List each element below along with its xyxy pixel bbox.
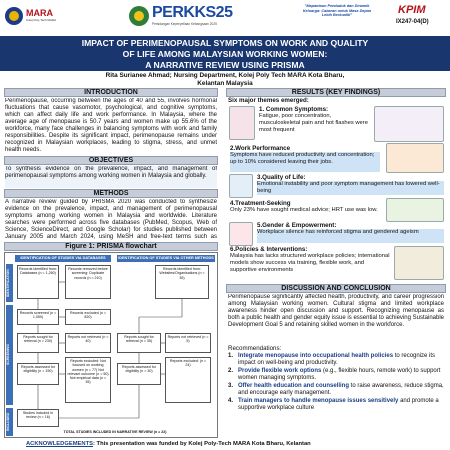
discussion-body: Perimenopause significantly affected health, productivity, and career progression among Malaysian working women. Cultural stigma and limited workplace awareness hinder open discussion and support. Recognizing menopause as both a public health and gender equity issue is essential to achieving Sustainable Development Goal 5 and retaining skilled women in the workforce. [228, 294, 444, 328]
poster-header [0, 0, 450, 36]
recommendation-rest: to recognize its impact on well-being and productivity. [238, 353, 436, 366]
quality-of-life-illustration [229, 174, 253, 198]
conference-tagline: "Mapantaun Penduduk dan Dinamik Keluarga: Cabaran untuk Masa Depan Lebih Berkualiti" [302, 4, 372, 18]
prisma-box-removed-duplicates: Records removed before screening: Duplicate records (n = 210) [65, 265, 111, 299]
results-heading: RESULTS (KEY FINDINGS) [226, 88, 446, 97]
poster-title-line-1: IMPACT OF PERIMENOPAUSAL SYMPTOMS ON WORK AND QUALITY [81, 38, 369, 48]
title-banner [0, 36, 450, 71]
prisma-box-total: TOTAL STUDIES INCLUDED IN NARRATIVE REVIEW (n = 22) [63, 430, 167, 434]
theme-3-title: 3.Quality of Life: [257, 174, 306, 181]
recommendation-text [238, 368, 444, 382]
recommendation-item [228, 383, 444, 397]
recommendations-label: Recommendations: [228, 345, 282, 352]
recommendation-number: 4. [228, 398, 234, 404]
affiliation-line: Kelantan Malaysia [197, 80, 253, 87]
phase-screening: SCREENING [6, 305, 13, 405]
prisma-box-retrieval: Reports sought for retrieval (n = 230) [17, 333, 59, 353]
prisma-box-reports-excluded: Reports excluded: Not focused on working women (n = 77) Not relevant outcome (n = 50) Not empirical data (n = 35) [65, 357, 111, 403]
symptoms-illustration [229, 106, 255, 140]
theme-5-body: Workplace silence has reinforced stigma and gendered ageism [257, 229, 444, 243]
methods-heading: METHODS [4, 189, 218, 198]
symptom-chart-illustration [374, 106, 444, 142]
theme-4-body: Only 23% have sought medical advice; HRT use was low. [230, 207, 378, 213]
empowerment-illustration [229, 222, 253, 246]
theme-2-title: 2.Work Performance [230, 145, 291, 152]
theme-6-body: Malaysia has lacks structured workplace policies; international models show success via training, flexible work, and supportive environments [230, 253, 390, 273]
theme-4-title: 4.Treatment-Seeking [230, 200, 291, 207]
prisma-box-excluded: Records excluded (n = 820) [65, 309, 111, 325]
recommendation-bold: Integrate menopause into occupational health policies [238, 353, 394, 359]
objectives-body: To synthesis evidence on the prevalence, impact, and management of perimenopausal symptoms among working women in Malaysia and globally. [5, 166, 217, 188]
theme-6-title: 6.Policies & Interventions: [230, 246, 308, 253]
recommendation-item [228, 368, 444, 382]
poster-title-line-2: OF LIFE AMONG MALAYSIAN WORKING WOMEN: [122, 48, 328, 59]
recommendation-rest: to raise awareness, reduce stigma, and encourage early management. [238, 383, 444, 396]
prisma-right-header: IDENTIFICATION OF STUDIES VIA OTHER METHODS [118, 256, 214, 260]
results-intro: Six major themes emerged: [228, 97, 309, 104]
poster-title-line-3: A NARRATIVE REVIEW USING PRISMA [145, 59, 305, 70]
perkks-flower-icon [128, 4, 150, 28]
acknowledgements-text: : This presentation was funded by Kolej Poly-Tech MARA Kota Bharu, Kelantan [92, 441, 311, 447]
acknowledgements-footer [0, 438, 450, 450]
recommendation-bold: Provide flexible work options [238, 368, 322, 374]
authors-block [0, 71, 450, 88]
recommendation-text [238, 398, 444, 412]
treatment-illustration [386, 198, 444, 222]
recommendation-rest: (e.g., flexible hours, remote work) to support women managing symptoms. [238, 368, 441, 381]
author-line: Rita Surianee Ahmad; Nursing Department, Kolej Poly Tech MARA Kota Bharu, [105, 72, 345, 79]
prisma-left-header: IDENTIFICATION OF STUDIES VIA DATABASES [15, 255, 111, 262]
recommendation-number: 2. [228, 368, 234, 374]
recommendation-bold: Offer health education and counselling [238, 383, 350, 389]
recommendation-text [238, 383, 444, 397]
prisma-box-other-excluded: Reports excluded: (n = 24) [165, 357, 211, 403]
prisma-box-eligibility: Reports assessed for eligibility (n = 190) [17, 363, 59, 385]
recommendation-number: 3. [228, 383, 234, 389]
mara-logo-text: MARA [26, 8, 53, 18]
discussion-heading: DISCUSSION AND CONCLUSION [226, 284, 446, 293]
prisma-box-other-identified: Records identified from: Websites/Organisations (n = 35) [155, 265, 209, 299]
perkks-logo [128, 4, 248, 28]
introduction-heading: INTRODUCTION [4, 88, 218, 97]
phase-identification: IDENTIFICATION [6, 264, 13, 302]
theme-3-body: Emotional instability and poor symptom management has lowered well-being [257, 181, 444, 195]
recommendation-text [238, 353, 444, 367]
prisma-box-other-eligibility: Reports assessed for eligibility (n = 30) [117, 363, 161, 385]
prisma-box-not-retrieved: Reports not retrieved (n = 40) [65, 333, 111, 353]
recommendation-rest: and promote a supportive workplace culture [238, 398, 439, 411]
theme-5-title: 5.Gender & Empowerment: [257, 222, 337, 229]
theme-2-body: Symptoms have reduced productivity and concentration; up to 10% considered leaving their jobs. [230, 152, 380, 172]
mara-logo-subtext: Kolej Poly-Tech MARA [26, 18, 57, 22]
objectives-heading: OBJECTIVES [4, 156, 218, 165]
work-performance-illustration [386, 143, 444, 173]
policy-illustration [394, 246, 444, 280]
theme-1-title: 1. Common Symptoms: [259, 106, 329, 113]
methods-body: A narrative review guided by PRISMA 2020 was conducted to synthesize evidence on the prevalence, impact, and management of perimenopausal symptoms among working women in Malaysia and worldwide. Literature searches were performed across five databases (PubMed, Scopus, Web of Science, ScienceDirect, and Google Scholar) for studies published between January 2005 and March 2024, using MeSH and free-text terms such as [5, 199, 217, 240]
prisma-box-other-retrieval: Reports sought for retrieval (n = 35) [117, 333, 161, 353]
kpim-code: IX247-04(D) [396, 19, 429, 25]
introduction-body: Perimenopause, occurring between the ages of 40 and 55, involves hormonal fluctuations that cause vasomotor, psychological, and cognitive symptoms, which can affect daily life and work performance. In Malaysia, where the average age of menopause is 50.7 years and women make up 55.6% of the workforce, many face challenges in balancing symptoms with work and family responsibilities. Despite its significant impact, perimenopause remains under recognized in Malaysian workplaces, leading to stigma, stress, and unmet health needs. [5, 98, 217, 153]
recommendation-number: 1. [228, 353, 234, 359]
kpim-logo [392, 4, 446, 28]
prisma-box-screened: Records screened (n = 1,050) [17, 309, 59, 325]
acknowledgements-label: ACKNOWLEDGEMENTS [26, 441, 93, 447]
kpim-logo-text: KPIM [398, 4, 426, 16]
recommendation-bold: Train managers to handle menopause issues sensitively [238, 398, 399, 404]
prisma-flowchart [4, 252, 218, 438]
perkks-logo-text: PERKKS25 [152, 4, 233, 21]
prisma-box-included: Studies included in review (n = 16) [17, 409, 59, 427]
mara-logo [4, 4, 64, 28]
prisma-caption: Figure 1: PRISMA flowchart [4, 242, 218, 251]
recommendations-list [228, 353, 444, 412]
theme-1-body: Fatigue, poor concentration, musculoskeletal pain and hot flashes were most frequent [259, 113, 368, 133]
perkks-logo-subtext: Persidangan Kepenyeliaan Kebangsaan 2025 [152, 22, 217, 26]
prisma-box-other-not-retrieved: Reports not retrieved (n = 5) [165, 333, 211, 353]
recommendation-item [228, 353, 444, 367]
recommendation-item [228, 398, 444, 412]
prisma-box-db-identified: Records identified from: Databases (n = 1,260) [17, 265, 59, 299]
phase-included: INCLUDED [6, 408, 13, 436]
